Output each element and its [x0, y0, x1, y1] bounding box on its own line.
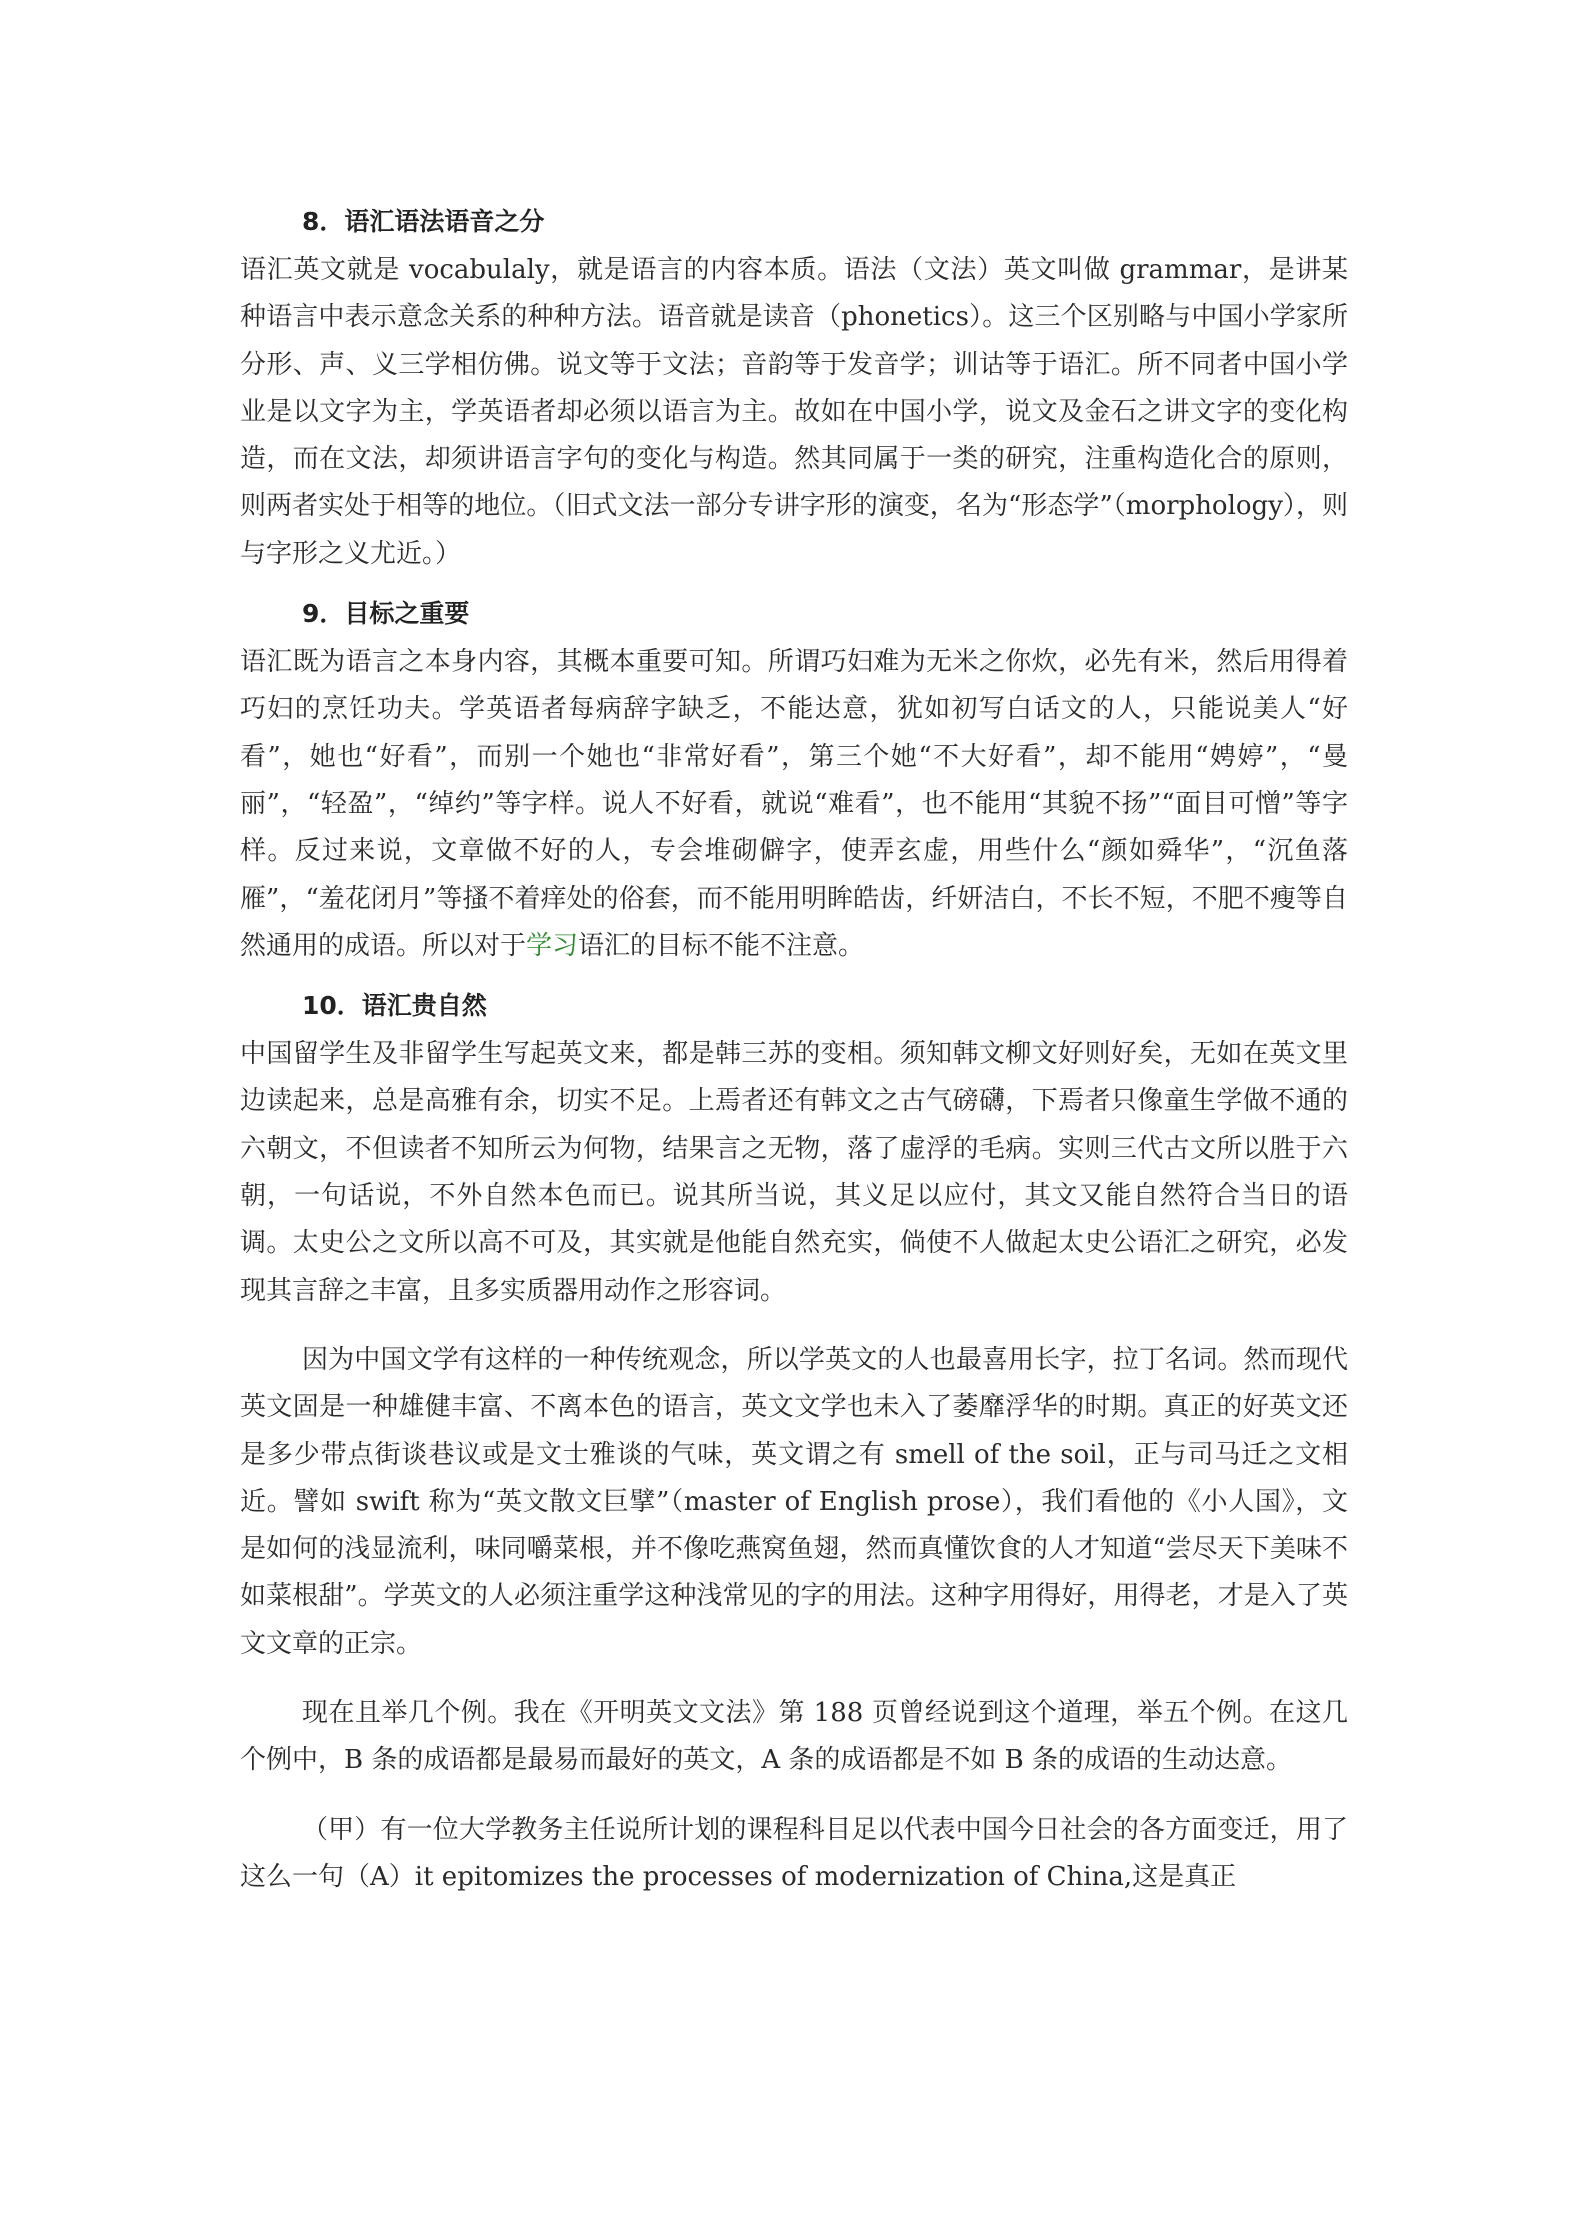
paragraph-gap	[240, 1668, 1348, 1690]
paragraph	[240, 639, 1348, 970]
section-10	[240, 982, 1348, 1901]
section-8	[240, 198, 1348, 578]
keyword-link[interactable]: 学习	[526, 930, 579, 961]
section-9	[240, 590, 1348, 970]
section-heading: 10．语汇贵自然	[302, 991, 487, 1021]
paragraph: 因为中国文学有这样的一种传统观念，所以学英文的人也最喜用长字，拉丁名词。然而现代英文固是一种雄健丰富、不离本色的语言，英文文学也未入了萎靡浮华的时期。真正的好英文还是多少带点街谈巷议或是文士雅谈的气味，英文谓之有 smell of the soil，正与司马迁之文相近。譬如 swift 称为“英文散文巨擘”（master of English prose），我们看他的《小人国》，文是如何的浅显流利，味同嚼菜根，并不像吃燕窝鱼翅，然而真懂饮食的人才知道“尝尽天下美味不如菜根甜”。学英文的人必须注重学这种浅常见的字的用法。这种字用得好，用得老，才是入了英文文章的正宗。	[240, 1344, 1348, 1659]
paragraph: （甲）有一位大学教务主任说所计划的课程科目足以代表中国今日社会的各方面变迁，用了这么一句（A）it epitomizes the processes of modernization of China,这是真正	[240, 1814, 1348, 1892]
paragraph-gap	[240, 1315, 1348, 1337]
paragraph-text: 语汇的目标不能不注意。	[578, 930, 865, 961]
paragraph-gap	[240, 1785, 1348, 1807]
section-heading: 8．语汇语法语音之分	[302, 207, 545, 236]
paragraph: 语汇英文就是 vocabulaly，就是语言的内容本质。语法（文法）英文叫做 grammar，是讲某种语言中表示意念关系的种种方法。语音就是读音（phonetics）。这三个区别略与中国小学家所分形、声、义三学相仿佛。说文等于文法；音韵等于发音学；训诂等于语汇。所不同者中国小学业是以文字为主，学英语者却必须以语言为主。故如在中国小学，说文及金石之讲文字的变化构造，而在文法，却须讲语言字句的变化与构造。然其同属于一类的研究，注重构造化合的原则，则两者实处于相等的地位。（旧式文法一部分专讲字形的演变，名为“形态学”（morphology），则与字形之义尤近。）	[240, 255, 1348, 569]
section-heading: 9．目标之重要	[302, 599, 470, 629]
paragraph-text: 语汇既为语言之本身内容，其概本重要可知。所谓巧妇难为无米之你炊，必先有米，然后用得着巧妇的烹饪功夫。学英语者每病辞字缺乏，不能达意，犹如初写白话文的人，只能说美人“好看”，她也“好看”，而别一个她也“非常好看”，第三个她“不大好看”，却不能用“娉婷”，“曼丽”，“轻盈”，“绰约”等字样。说人不好看，就说“难看”，也不能用“其貌不扬”“面目可憎”等字样。反过来说，文章做不好的人，专会堆砌僻字，使弄玄虚，用些什么“颜如舜华”，“沉鱼落雁”，“羞花闭月”等搔不着痒处的俗套，而不能用明眸皓齿，纤妍洁白，不长不短，不肥不瘦等自然通用的成语。所以对于	[240, 647, 1348, 961]
paragraph: 现在且举几个例。我在《开明英文文法》第 188 页曾经说到这个道理，举五个例。在这几个例中，B 条的成语都是最易而最好的英文，A 条的成语都是不如 B 条的成语的生动达意。	[240, 1698, 1348, 1776]
paragraph: 中国留学生及非留学生写起英文来，都是韩三苏的变相。须知韩文柳文好则好矣，无如在英文里边读起来，总是高雅有余，切实不足。上焉者还有韩文之古气磅礴，下焉者只像童生学做不通的六朝文，不但读者不知所云为何物，结果言之无物，落了虚浮的毛病。实则三代古文所以胜于六朝，一句话说，不外自然本色而已。说其所当说，其义足以应付，其文又能自然符合当日的语调。太史公之文所以高不可及，其实就是他能自然充实，倘使不人做起太史公语汇之研究，必发现其言辞之丰富，且多实质器用动作之形容词。	[240, 1039, 1348, 1306]
article-body	[240, 198, 1348, 1913]
